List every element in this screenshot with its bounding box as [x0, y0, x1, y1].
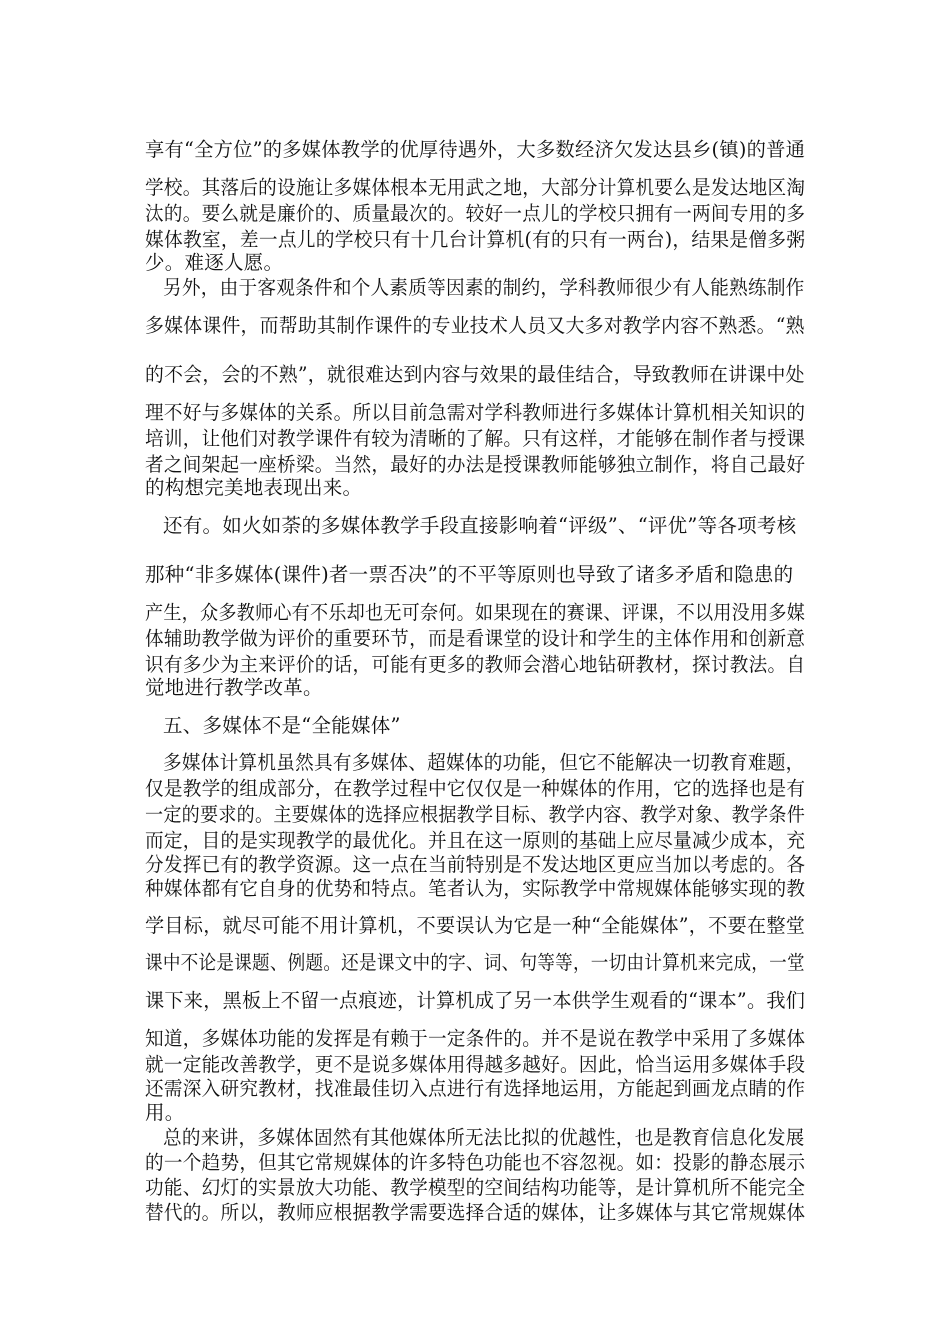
- text-line: 产生，众多教师心有不乐却也无可奈何。如果现在的赛课、评课，不以用没用多媒: [145, 601, 806, 624]
- text-line: 还需深入研究教材，找准最佳切入点进行有选择地运用，方能起到画龙点睛的作: [145, 1077, 806, 1100]
- section-heading: 五、多媒体不是“全能媒体”: [163, 714, 401, 737]
- paragraph-start: 总的来讲，多媒体固然有其他媒体所无法比拟的优越性，也是教育信息化发展: [163, 1126, 805, 1149]
- text-line: 知道，多媒体功能的发挥是有赖于一定条件的。并不是说在教学中采用了多媒体: [145, 1027, 806, 1050]
- text-line: 觉地进行教学改革。: [145, 676, 323, 699]
- text-line: 而定，目的是实现教学的最优化。并且在这一原则的基础上应尽量减少成本，充: [145, 829, 806, 852]
- text-line: 享有“全方位”的多媒体教学的优厚待遇外，大多数经济欠发达县乡(镇)的普通: [145, 138, 806, 161]
- text-line: 的一个趋势，但其它常规媒体的许多特色功能也不容忽视。如：投影的静态展示: [145, 1151, 806, 1174]
- text-line: 课下来，黑板上不留一点痕迹，计算机成了另一本供学生观看的“课本”。我们: [145, 989, 806, 1012]
- paragraph-start: 还有。如火如荼的多媒体教学手段直接影响着“评级”、“评优”等各项考核: [163, 514, 797, 537]
- text-line: 者之间架起一座桥梁。当然，最好的办法是授课教师能够独立制作，将自己最好: [145, 453, 806, 476]
- text-line: 识有多少为主来评价的话，可能有更多的教师会潜心地钻研教材，探讨教法。自: [145, 653, 806, 676]
- text-line: 种媒体都有它自身的优势和特点。笔者认为，实际教学中常规媒体能够实现的教: [145, 877, 806, 900]
- text-line: 理不好与多媒体的关系。所以目前急需对学科教师进行多媒体计算机相关知识的: [145, 401, 806, 424]
- text-line: 多媒体课件，而帮助其制作课件的专业技术人员又大多对教学内容不熟悉。“熟: [145, 314, 805, 337]
- text-line: 学校。其落后的设施让多媒体根本无用武之地，大部分计算机要么是发达地区淘: [145, 176, 806, 199]
- text-line: 体辅助教学做为评价的重要环节，而是看课堂的设计和学生的主体作用和创新意: [145, 627, 806, 650]
- text-line: 替代的。所以，教师应根据教学需要选择合适的媒体，让多媒体与其它常规媒体: [145, 1201, 806, 1224]
- text-line: 那种“非多媒体(课件)者一票否决”的不平等原则也导致了诸多矛盾和隐患的: [145, 563, 794, 586]
- paragraph-start: 另外，由于客观条件和个人素质等因素的制约，学科教师很少有人能熟练制作: [163, 276, 805, 299]
- text-line: 的构想完美地表现出来。: [145, 476, 363, 499]
- paragraph-start: 多媒体计算机虽然具有多媒体、超媒体的功能，但它不能解决一切教育难题，: [163, 751, 805, 774]
- text-line: 功能、幻灯的实景放大功能、教学模型的空间结构功能等，是计算机所不能完全: [145, 1176, 806, 1199]
- text-line: 媒体教室，差一点儿的学校只有十几台计算机(有的只有一两台)，结果是僧多粥: [145, 228, 806, 251]
- text-line: 汰的。要么就是廉价的、质量最次的。较好一点儿的学校只拥有一两间专用的多: [145, 202, 806, 225]
- text-line: 仅是教学的组成部分，在教学过程中它仅仅是一种媒体的作用，它的选择也是有: [145, 777, 806, 800]
- text-line: 分发挥已有的教学资源。这一点在当前特别是不发达地区更应当加以考虑的。各: [145, 853, 806, 876]
- text-line: 就一定能改善教学，更不是说多媒体用得越多越好。因此，恰当运用多媒体手段: [145, 1053, 806, 1076]
- text-line: 少。难逐人愿。: [145, 251, 284, 274]
- text-line: 的不会，会的不熟”，就很难达到内容与效果的最佳结合，导致教师在讲课中处: [145, 363, 805, 386]
- text-line: 用。: [145, 1101, 185, 1124]
- text-line: 一定的要求的。主要媒体的选择应根据教学目标、教学内容、教学对象、教学条件: [145, 803, 806, 826]
- text-line: 课中不论是课题、例题。还是课文中的字、词、句等等，一切由计算机来完成，一堂: [145, 951, 805, 974]
- text-line: 培训，让他们对教学课件有较为清晰的了解。只有这样，才能够在制作者与授课: [145, 427, 806, 450]
- text-line: 学目标，就尽可能不用计算机，不要误认为它是一种“全能媒体”，不要在整堂: [145, 914, 806, 937]
